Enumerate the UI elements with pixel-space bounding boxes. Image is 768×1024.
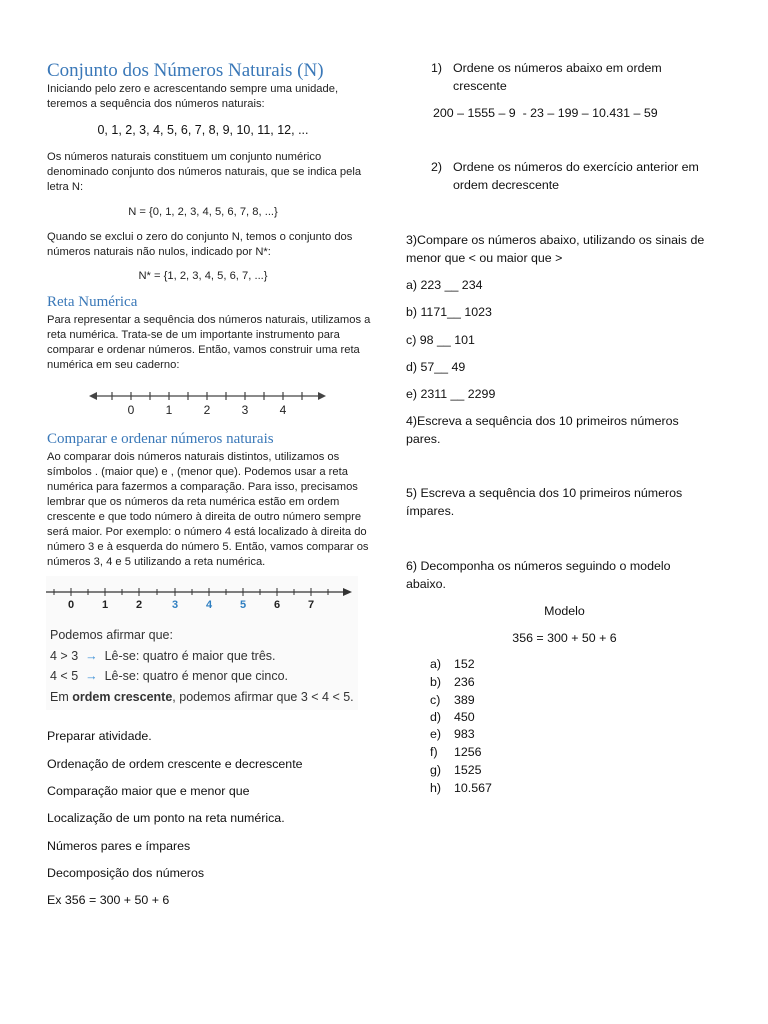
q2-number: 2) xyxy=(431,160,443,174)
numline2-label-5: 5 xyxy=(239,599,247,611)
natural-sequence: 0, 1, 2, 3, 4, 5, 6, 7, 8, 9, 10, 11, 12, ... xyxy=(97,123,309,137)
comparar-line-6: será maior. Por exemplo: o número 4 está localizado à direita do xyxy=(47,526,367,538)
q1-number: 1) xyxy=(431,61,443,75)
textbook-excerpt xyxy=(46,576,358,710)
q6-item-value: 983 xyxy=(454,727,475,741)
comparison-1 xyxy=(50,649,276,663)
topic-4: Localização de um ponto na reta numérica. xyxy=(47,811,285,825)
comparison-1-expr: 4 > 3 xyxy=(50,649,79,663)
q2-line-1: Ordene os números do exercício anterior em xyxy=(453,160,699,174)
numline2-label-2: 2 xyxy=(135,599,143,611)
q3-item-a: a) 223 __ 234 xyxy=(406,278,483,292)
numline1-label-3: 3 xyxy=(241,403,249,417)
ordem-crescente-line xyxy=(50,690,354,704)
q1-line-1: Ordene os números abaixo em ordem xyxy=(453,61,662,75)
reta-line-2: reta numérica. Trata-se de um importante instrumento para xyxy=(47,329,340,341)
q6-item-value: 450 xyxy=(454,710,475,724)
number-line-1 xyxy=(85,385,330,419)
topic-7: Ex 356 = 300 + 50 + 6 xyxy=(47,893,170,907)
intro-line-1: Iniciando pelo zero e acrescentando sempre uma unidade, xyxy=(47,83,339,95)
q1-numbers: 200 – 1555 – 9 - 23 – 199 – 10.431 – 59 xyxy=(433,106,658,120)
numline2-label-6: 6 xyxy=(273,599,281,611)
numline1-label-1: 1 xyxy=(165,403,173,417)
q6-item-label: d) xyxy=(430,710,442,724)
q6-item-label: f) xyxy=(430,745,438,759)
topic-3: Comparação maior que e menor que xyxy=(47,784,250,798)
q4-line-2: pares. xyxy=(406,432,441,446)
set-desc-line-1: Os números naturais constituem um conjunto numérico xyxy=(47,151,322,163)
number-line-2 xyxy=(46,584,358,618)
numline1-label-4: 4 xyxy=(279,403,287,417)
topic-2: Ordenação de ordem crescente e decrescente xyxy=(47,757,303,771)
ordem-post: , podemos afirmar que 3 < 4 < 5. xyxy=(172,690,354,704)
nonzero-line-1: Quando se exclui o zero do conjunto N, temos o conjunto dos xyxy=(47,231,353,243)
topic-6: Decomposição dos números xyxy=(47,866,205,880)
comparar-line-8: números 3, 4 e 5 utilizando a reta numérica. xyxy=(47,556,266,568)
q6-item-label: b) xyxy=(430,675,442,689)
comparar-line-2: símbolos . (maior que) e , (menor que). Podemos usar a reta xyxy=(47,466,348,478)
comparar-line-1: Ao comparar dois números naturais distintos, utilizamos os xyxy=(47,451,340,463)
numline1-label-0: 0 xyxy=(127,403,135,417)
q6-item-value: 1256 xyxy=(454,745,482,759)
q5-line-2: ímpares. xyxy=(406,504,455,518)
numline2-label-7: 7 xyxy=(307,599,315,611)
set-desc-line-2: denominado conjunto dos números naturais, que se indica pela xyxy=(47,166,362,178)
comparison-1-text: Lê-se: quatro é maior que três. xyxy=(104,649,276,663)
comparar-line-4: lembrar que os números da reta numérica estão em ordem xyxy=(47,496,340,508)
comparison-2-text: Lê-se: quatro é menor que cinco. xyxy=(104,669,289,683)
q6-item-value: 236 xyxy=(454,675,475,689)
comparar-line-3: numérica para fazermos a comparação. Para isso, precisamos xyxy=(47,481,358,493)
q6-item-label: g) xyxy=(430,763,442,777)
comparison-2-expr: 4 < 5 xyxy=(50,669,79,683)
set-desc-line-3: letra N: xyxy=(47,181,84,193)
set-nstar: N* = {1, 2, 3, 4, 5, 6, 7, ...} xyxy=(138,270,268,282)
q3-item-e: e) 2311 __ 2299 xyxy=(406,387,496,401)
nonzero-line-2: números naturais não nulos, indicado por N*: xyxy=(47,246,271,258)
ordem-bold: ordem crescente xyxy=(72,690,173,704)
q6-item-label: c) xyxy=(430,693,441,707)
q6-item-value: 10.567 xyxy=(454,781,492,795)
intro-line-2: teremos a sequência dos números naturais: xyxy=(47,98,265,110)
ordem-pre: Em xyxy=(50,690,73,704)
numline2-label-1: 1 xyxy=(101,599,109,611)
q6-item-value: 1525 xyxy=(454,763,482,777)
q3-item-c: c) 98 __ 101 xyxy=(406,333,475,347)
reta-line-4: numérica em seu caderno: xyxy=(47,359,180,371)
comparar-heading: Comparar e ordenar números naturais xyxy=(47,431,274,447)
q6-item-value: 152 xyxy=(454,657,475,671)
q2-line-2: ordem decrescente xyxy=(453,178,560,192)
q6-line-2: abaixo. xyxy=(406,577,446,591)
arrow-icon: → xyxy=(81,649,102,663)
q1-line-2: crescente xyxy=(453,79,507,93)
numline2-label-4: 4 xyxy=(205,599,213,611)
page-title: Conjunto dos Números Naturais (N) xyxy=(47,60,324,81)
numline1-label-2: 2 xyxy=(203,403,211,417)
reta-line-3: comparar e ordenar números. Então, vamos construir uma reta xyxy=(47,344,360,356)
q4-line-1: 4)Escreva a sequência dos 10 primeiros números xyxy=(406,414,679,428)
comparar-line-5: crescente e que todo número à direita de outro número sempre xyxy=(47,511,362,523)
afirmar-label: Podemos afirmar que: xyxy=(50,628,173,642)
q6-item-label: h) xyxy=(430,781,442,795)
q6-item-label: e) xyxy=(430,727,442,741)
reta-line-1: Para representar a sequência dos números naturais, utilizamos a xyxy=(47,314,371,326)
number-line-2-axis xyxy=(46,588,352,596)
numline2-label-3: 3 xyxy=(171,599,179,611)
set-n: N = {0, 1, 2, 3, 4, 5, 6, 7, 8, ...} xyxy=(128,206,278,218)
topic-1: Preparar atividade. xyxy=(47,729,152,743)
arrow-icon: → xyxy=(81,669,102,683)
q6-line-1: 6) Decomponha os números seguindo o modelo xyxy=(406,559,671,573)
q3-item-d: d) 57__ 49 xyxy=(406,360,466,374)
q6-item-value: 389 xyxy=(454,693,475,707)
comparison-2 xyxy=(50,669,288,683)
reta-heading: Reta Numérica xyxy=(47,294,138,310)
modelo-expr: 356 = 300 + 50 + 6 xyxy=(512,631,617,645)
q3-item-b: b) 1171__ 1023 xyxy=(406,305,492,319)
q3-line-1: 3)Compare os números abaixo, utilizando os sinais de xyxy=(406,233,705,247)
numline2-label-0: 0 xyxy=(67,599,75,611)
q6-item-label: a) xyxy=(430,657,442,671)
topic-5: Números pares e ímpares xyxy=(47,839,191,853)
comparar-line-7: número 3 e à esquerda do número 5. Então, vamos comparar os xyxy=(47,541,369,553)
modelo-label: Modelo xyxy=(544,604,585,618)
q5-line-1: 5) Escreva a sequência dos 10 primeiros números xyxy=(406,486,683,500)
q3-line-2: menor que < ou maior que > xyxy=(406,251,563,265)
